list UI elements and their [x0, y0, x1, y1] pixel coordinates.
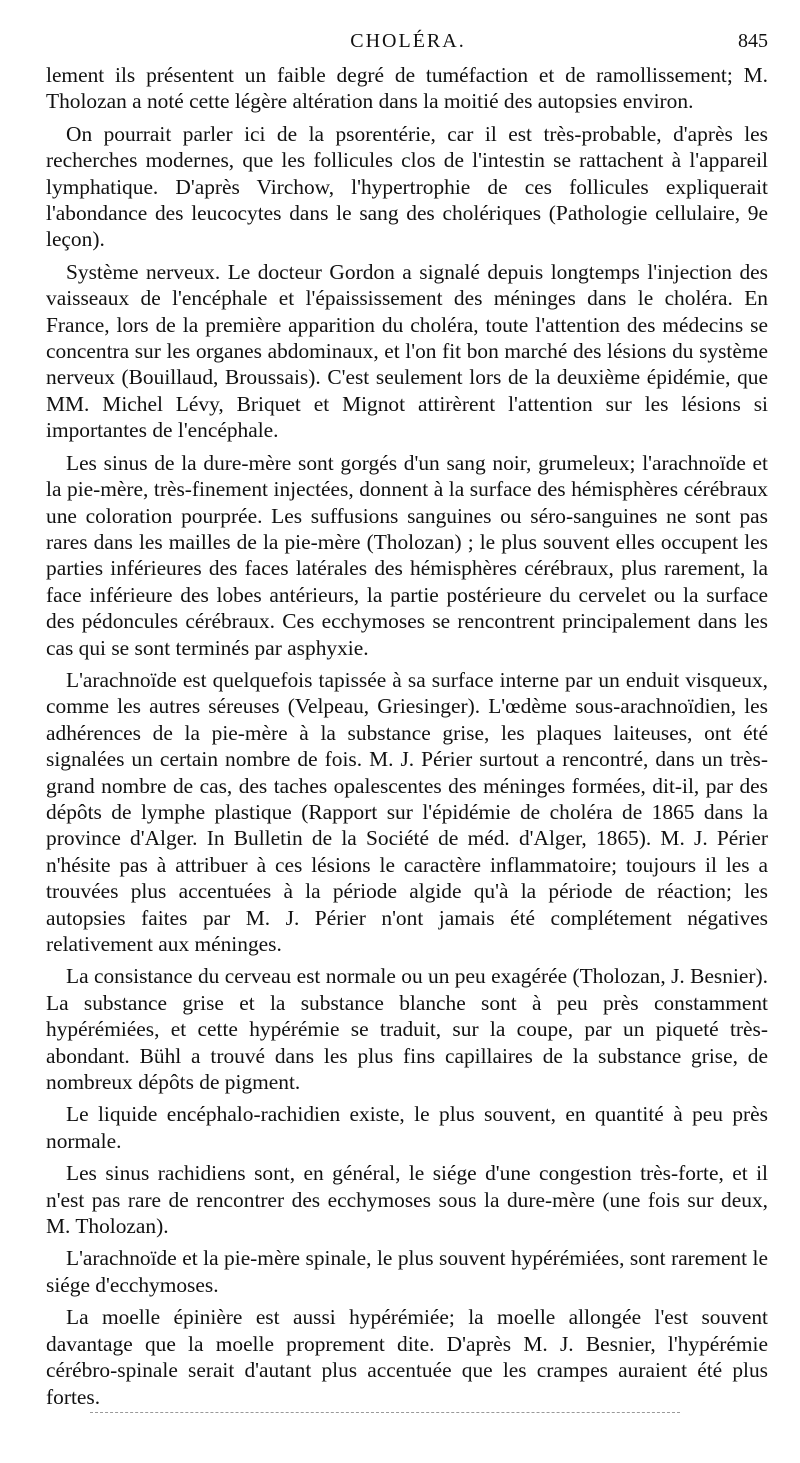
- running-title: CHOLÉRA.: [350, 30, 466, 52]
- page-body: [46, 62, 768, 1416]
- paragraph: La moelle épinière est aussi hypérémiée; la moelle allongée l'est souvent davantage que la moelle proprement dite. D'après M. J. Besnier, l'hypérémie cérébro-spinale serait d'autant plus accentuée que les crampes auraient été plus fortes.: [46, 1305, 768, 1409]
- paragraph: L'arachnoïde est quelquefois tapissée à sa surface interne par un enduit visqueux, comme les autres séreuses (Velpeau, Griesinger). L'œdème sous-arachnoïdien, les adhérences de la pie-mère à la substance grise, les plaques laiteuses, ont été signalées un certain nombre de fois. M. J. Périer surtout a rencontré, dans un très-grand nombre de cas, des taches opalescentes des méninges formées, dit-il, par des dépôts de lymphe plastique (Rapport sur l'épidémie de choléra de 1865 dans la province d'Alger. In Bulletin de la Société de méd. d'Alger, 1865). M. J. Périer n'hésite pas à attribuer à ces lésions le caractère inflammatoire; toujours il les a trouvées plus accentuées à la période algide qu'à la période de réaction; les autopsies faites par M. J. Périer n'ont jamais été complétement négatives relativement aux méninges.: [46, 667, 768, 956]
- paragraph: Système nerveux. Le docteur Gordon a signalé depuis longtemps l'injection des vaisseaux de l'encéphale et l'épaississement des méninges dans le choléra. En France, lors de la première apparition du choléra, toute l'attention des médecins se concentra sur les organes abdominaux, et l'on fit bon marché des lésions du système nerveux (Bouillaud, Broussais). C'est seulement lors de la deuxième épidémie, que MM. Michel Lévy, Briquet et Mignot attirèrent l'attention sur les lésions si importantes de l'encéphale.: [46, 259, 768, 443]
- page-header: [48, 30, 768, 58]
- paragraph: Le liquide encéphalo-rachidien existe, le plus souvent, en quantité à peu près normale.: [46, 1102, 768, 1153]
- paragraph: L'arachnoïde et la pie-mère spinale, le plus souvent hypérémiées, sont rarement le siége d'ecchymoses.: [46, 1246, 768, 1297]
- paragraph: Les sinus rachidiens sont, en général, le siége d'une congestion très-forte, et il n'est pas rare de rencontrer des ecchymoses sous la dure-mère (une fois sur deux, M. Tholozan).: [46, 1161, 768, 1239]
- page-number: 845: [738, 30, 768, 52]
- footer-divider: [90, 1412, 680, 1413]
- paragraph: Les sinus de la dure-mère sont gorgés d'un sang noir, grumeleux; l'arachnoïde et la pie-mère, très-finement injectées, donnent à la surface des hémisphères cérébraux une coloration pourprée. Les suffusions sanguines ou séro-sanguines ne sont pas rares dans les mailles de la pie-mère (Tholozan) ; le plus souvent elles occupent les parties inférieures des faces latérales des hémisphères cérébraux, plus rarement, la face inférieure des lobes antérieurs, la partie postérieure du cervelet ou la surface des pédoncules cérébraux. Ces ecchymoses se rencontrent principalement dans les cas qui se sont terminés par asphyxie.: [46, 450, 768, 660]
- paragraph: La consistance du cerveau est normale ou un peu exagérée (Tholozan, J. Besnier). La substance grise et la substance blanche sont à peu près constamment hypérémiées, et cette hypérémie se traduit, sur la coupe, par un piqueté très-abondant. Bühl a trouvé dans les plus fins capillaires de la substance grise, de nombreux dépôts de pigment.: [46, 964, 768, 1095]
- paragraph: On pourrait parler ici de la psorentérie, car il est très-probable, d'après les recherches modernes, que les follicules clos de l'intestin se rattachent à l'appareil lymphatique. D'après Virchow, l'hypertrophie de ces follicules expliquerait l'abondance des leucocytes dans le sang des cholériques (Pathologie cellulaire, 9e leçon).: [46, 121, 768, 252]
- paragraph: lement ils présentent un faible degré de tuméfaction et de ramollissement; M. Tholozan a noté cette légère altération dans la moitié des autopsies environ.: [46, 63, 768, 114]
